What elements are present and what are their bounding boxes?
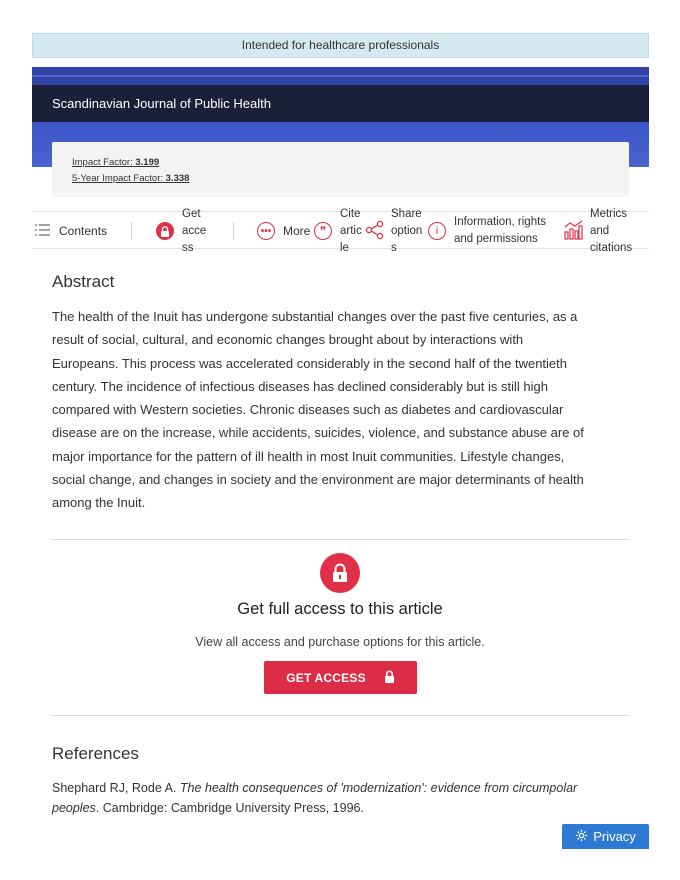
gear-icon — [575, 829, 588, 845]
share-icon — [365, 220, 385, 243]
get-access-nav-button[interactable] — [156, 207, 207, 254]
five-year-impact-factor-link[interactable] — [72, 171, 629, 187]
get-access-nav-label: Get acce ss — [182, 207, 207, 254]
share-options-button[interactable] — [365, 207, 423, 254]
metrics-citations-label: Metrics and citations — [590, 207, 633, 254]
get-access-button-label: GET ACCESS — [286, 670, 366, 685]
privacy-button[interactable] — [562, 824, 649, 849]
cite-article-button[interactable] — [314, 207, 362, 254]
abstract-line: among the Inuit. — [52, 495, 146, 511]
privacy-label: Privacy — [593, 829, 636, 844]
reference-publisher: . Cambridge: Cambridge University Press, 1996. — [95, 801, 364, 815]
more-button[interactable] — [257, 212, 310, 250]
bar-chart-icon — [563, 220, 583, 243]
article-tools-nav — [32, 207, 649, 254]
abstract-body — [52, 305, 632, 515]
reference-title: The health consequences of 'modernization': evidence from circumpolar — [179, 781, 578, 795]
access-heading: Get full access to this article — [237, 600, 443, 618]
nav-divider — [131, 222, 132, 240]
lock-icon — [384, 670, 395, 686]
abstract-line: social change, and changes in society and the environment are major determinants of health — [52, 472, 584, 488]
reference-item — [52, 778, 632, 818]
references-heading: References — [52, 744, 139, 763]
abstract-line: Europeans. This process was accelerated considerably in the second half of the twentieth — [52, 355, 568, 371]
contents-button[interactable] — [35, 212, 107, 250]
cite-article-label: Cite artic le — [340, 207, 362, 254]
more-label: More — [283, 224, 311, 238]
impact-factor-label: Impact Factor: — [72, 157, 133, 168]
abstract-line: compared with Western societies. Chronic diseases such as diabetes and cardiovascular — [52, 402, 564, 418]
info-icon: i — [428, 222, 446, 240]
header-stripe-line — [32, 75, 649, 77]
contents-label: Contents — [59, 224, 108, 238]
abstract-line: disease are on the increase, while accidents, suicides, violence, and substance abuse are of — [52, 425, 584, 441]
section-divider — [52, 715, 629, 716]
lock-icon — [156, 222, 174, 240]
reference-authors: Shephard RJ, Rode A. — [52, 781, 180, 795]
nav-divider — [233, 222, 234, 240]
abstract-line: result of social, cultural, and economic changes brought about by interactions with — [52, 332, 524, 348]
impact-factor-box — [52, 142, 629, 197]
impact-factor-link[interactable] — [72, 155, 629, 171]
access-subtitle: View all access and purchase options for this article. — [195, 635, 485, 649]
list-icon — [35, 224, 50, 239]
impact-factor-value: 3.199 — [135, 157, 160, 168]
journal-title[interactable]: Scandinavian Journal of Public Health — [32, 85, 649, 122]
abstract-line: major importance for the pattern of ill health in most Inuit communities. Lifestyle changes, — [52, 448, 565, 464]
more-dots-icon: ••• — [257, 222, 275, 240]
lock-icon — [320, 553, 360, 593]
healthcare-professionals-banner: Intended for healthcare professionals — [32, 33, 649, 58]
reference-title-cont: peoples — [52, 801, 96, 815]
information-rights-button[interactable] — [428, 212, 546, 250]
get-access-button[interactable] — [264, 661, 417, 694]
five-year-impact-factor-value: 3.338 — [165, 173, 190, 184]
quote-icon: ❞ — [314, 222, 332, 240]
metrics-citations-button[interactable] — [563, 207, 633, 254]
abstract-heading: Abstract — [52, 272, 115, 291]
abstract-line: century. The incidence of infectious diseases has declined considerably but is still high — [52, 378, 548, 394]
information-rights-label: Information, rights and permissions — [454, 216, 547, 245]
abstract-line: The health of the Inuit has undergone substantial changes over the past five centuries, as a — [52, 309, 578, 324]
share-options-label: Share option s — [391, 207, 423, 254]
section-divider — [52, 539, 629, 540]
five-year-impact-factor-label: 5-Year Impact Factor: — [72, 173, 163, 184]
